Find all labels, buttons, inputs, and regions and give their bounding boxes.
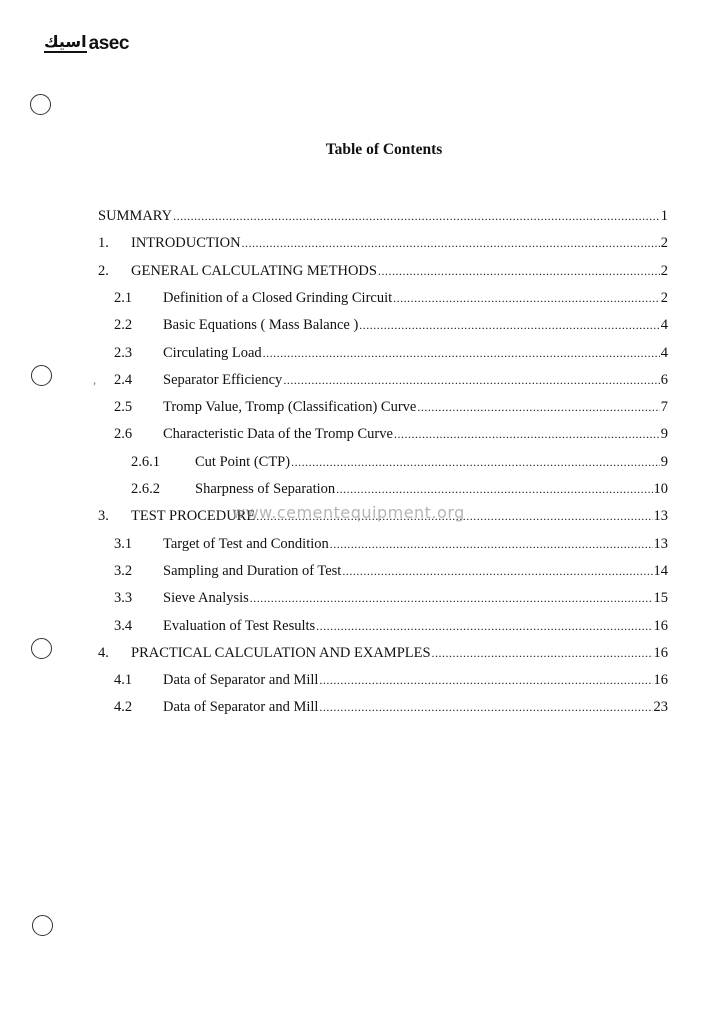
toc-entry-title: Data of Separator and Mill: [163, 699, 319, 716]
toc-entry-title: Tromp Value, Tromp (Classification) Curve: [163, 399, 417, 416]
toc-entry-number: 3.: [98, 508, 109, 525]
toc-entry-title: PRACTICAL CALCULATION AND EXAMPLES: [131, 644, 431, 661]
toc-dot-leader: [359, 315, 659, 335]
toc-entry-title: Data of Separator and Mill: [163, 672, 319, 689]
toc-entry-page: 2: [660, 262, 668, 279]
toc-entry: [114, 424, 668, 444]
binder-hole: [32, 915, 53, 936]
toc-entry-number: 4.2: [114, 699, 133, 716]
toc-entry: [114, 697, 668, 717]
toc-dot-leader: [250, 588, 653, 608]
toc-entry-title: Sampling and Duration of Test: [163, 562, 342, 579]
toc-entry-number: 2.5: [114, 399, 133, 416]
toc-entry-title: Basic Equations ( Mass Balance ): [163, 317, 359, 334]
toc-entry: [98, 261, 668, 281]
toc-dot-leader: [263, 343, 660, 363]
toc-dot-leader: [242, 233, 660, 253]
toc-dot-leader: [336, 479, 652, 499]
toc-entry-title: Sharpness of Separation: [195, 481, 336, 497]
toc-entry: [98, 233, 668, 253]
toc-entry: [114, 370, 668, 390]
toc-entry-title: Sieve Analysis: [163, 590, 249, 607]
toc-title: Table of Contents: [325, 141, 443, 158]
toc-entry: [114, 288, 668, 308]
toc-entry-title: Separator Efficiency: [163, 371, 283, 388]
toc-entry-title: Characteristic Data of the Tromp Curve: [163, 426, 393, 443]
toc-entry-title: TEST PROCEDURE: [131, 508, 256, 525]
toc-entry-page: 16: [653, 617, 668, 634]
toc-entry-number: 3.3: [114, 590, 133, 607]
logo-arabic-text: اسيك: [44, 32, 87, 51]
toc-entry: [114, 315, 668, 335]
toc-entry-number: 4.1: [114, 672, 133, 689]
toc-entry-number: 3.2: [114, 562, 133, 579]
toc-entry-page: 23: [653, 699, 668, 716]
toc-entry-page: 6: [660, 371, 668, 388]
toc-entry: [131, 479, 668, 499]
toc-entry-title: Evaluation of Test Results: [163, 617, 316, 634]
toc-entry-number: 2.4: [114, 371, 133, 388]
toc-entry: [131, 452, 668, 472]
binder-hole: [30, 94, 51, 115]
toc-entry: [114, 670, 668, 690]
toc-dot-leader: [417, 397, 659, 417]
toc-dot-leader: [394, 424, 660, 444]
toc-entry-page: 2: [660, 289, 668, 306]
toc-entry: [114, 343, 668, 363]
toc-entry: [98, 643, 668, 663]
scan-mark: ›: [93, 378, 96, 388]
toc-dot-leader: [319, 670, 652, 690]
toc-entry-number: 2.: [98, 262, 109, 279]
toc-entry-page: 13: [653, 535, 668, 552]
toc-entry-page: 13: [653, 508, 668, 525]
toc-entry-title: Definition of a Closed Grinding Circuit: [163, 289, 393, 306]
toc-entry: [114, 397, 668, 417]
toc-dot-leader: [316, 616, 652, 636]
toc-dot-leader: [378, 261, 660, 281]
toc-entry-number: 2.6: [114, 426, 133, 443]
toc-entry-title: Target of Test and Condition: [163, 535, 329, 552]
toc-entry-number: 1.: [98, 235, 109, 252]
toc-entry: [114, 588, 668, 608]
toc-entry-page: 4: [660, 344, 668, 361]
toc-entry-title: Cut Point (CTP): [195, 453, 291, 470]
toc-entry-title: INTRODUCTION: [131, 235, 241, 252]
toc-entry-page: 2: [660, 235, 668, 252]
toc-entry: [114, 534, 668, 554]
toc-dot-leader: [393, 288, 660, 308]
toc-entry-page: 16: [653, 644, 668, 661]
toc-dot-leader: [330, 534, 653, 554]
toc-entry-page: 9: [660, 426, 668, 443]
company-logo: [44, 34, 129, 53]
toc-dot-leader: [283, 370, 659, 390]
toc-entry-number: 2.2: [114, 317, 133, 334]
toc-dot-leader: [173, 206, 660, 226]
toc-entry-title: GENERAL CALCULATING METHODS: [131, 262, 377, 279]
toc-entry-page: 15: [653, 590, 668, 607]
toc-entry: [98, 206, 668, 226]
toc-entry-number: 2.6.1: [131, 453, 160, 470]
toc-entry-page: 7: [660, 399, 668, 416]
toc-entry-title: Circulating Load: [163, 344, 262, 361]
toc-entry-number: 2.6.2: [131, 481, 160, 497]
toc-entry-page: 10: [653, 481, 668, 497]
toc-entry: [114, 616, 668, 636]
toc-dot-leader: [319, 697, 652, 717]
toc-entry-page: 4: [660, 317, 668, 334]
toc-entry-title: SUMMARY: [98, 208, 173, 224]
toc-entry-page: 16: [653, 672, 668, 689]
toc-entry-page: 14: [653, 562, 668, 579]
binder-hole: [31, 365, 52, 386]
toc-dot-leader: [432, 643, 653, 663]
toc-entry: [114, 561, 668, 581]
toc-entry-number: 3.1: [114, 535, 133, 552]
logo-latin-text: asec: [88, 33, 129, 54]
toc-entry-page: 9: [660, 453, 668, 470]
toc-dot-leader: [342, 561, 652, 581]
toc-entry-page: 1: [660, 208, 668, 224]
toc-entry-number: 4.: [98, 644, 109, 661]
watermark: www.cementequipment.org: [232, 503, 465, 522]
toc-entry-number: 3.4: [114, 617, 133, 634]
toc-dot-leader: [291, 452, 660, 472]
binder-hole: [31, 638, 52, 659]
toc-entry-number: 2.1: [114, 289, 133, 306]
toc-entry-number: 2.3: [114, 344, 133, 361]
